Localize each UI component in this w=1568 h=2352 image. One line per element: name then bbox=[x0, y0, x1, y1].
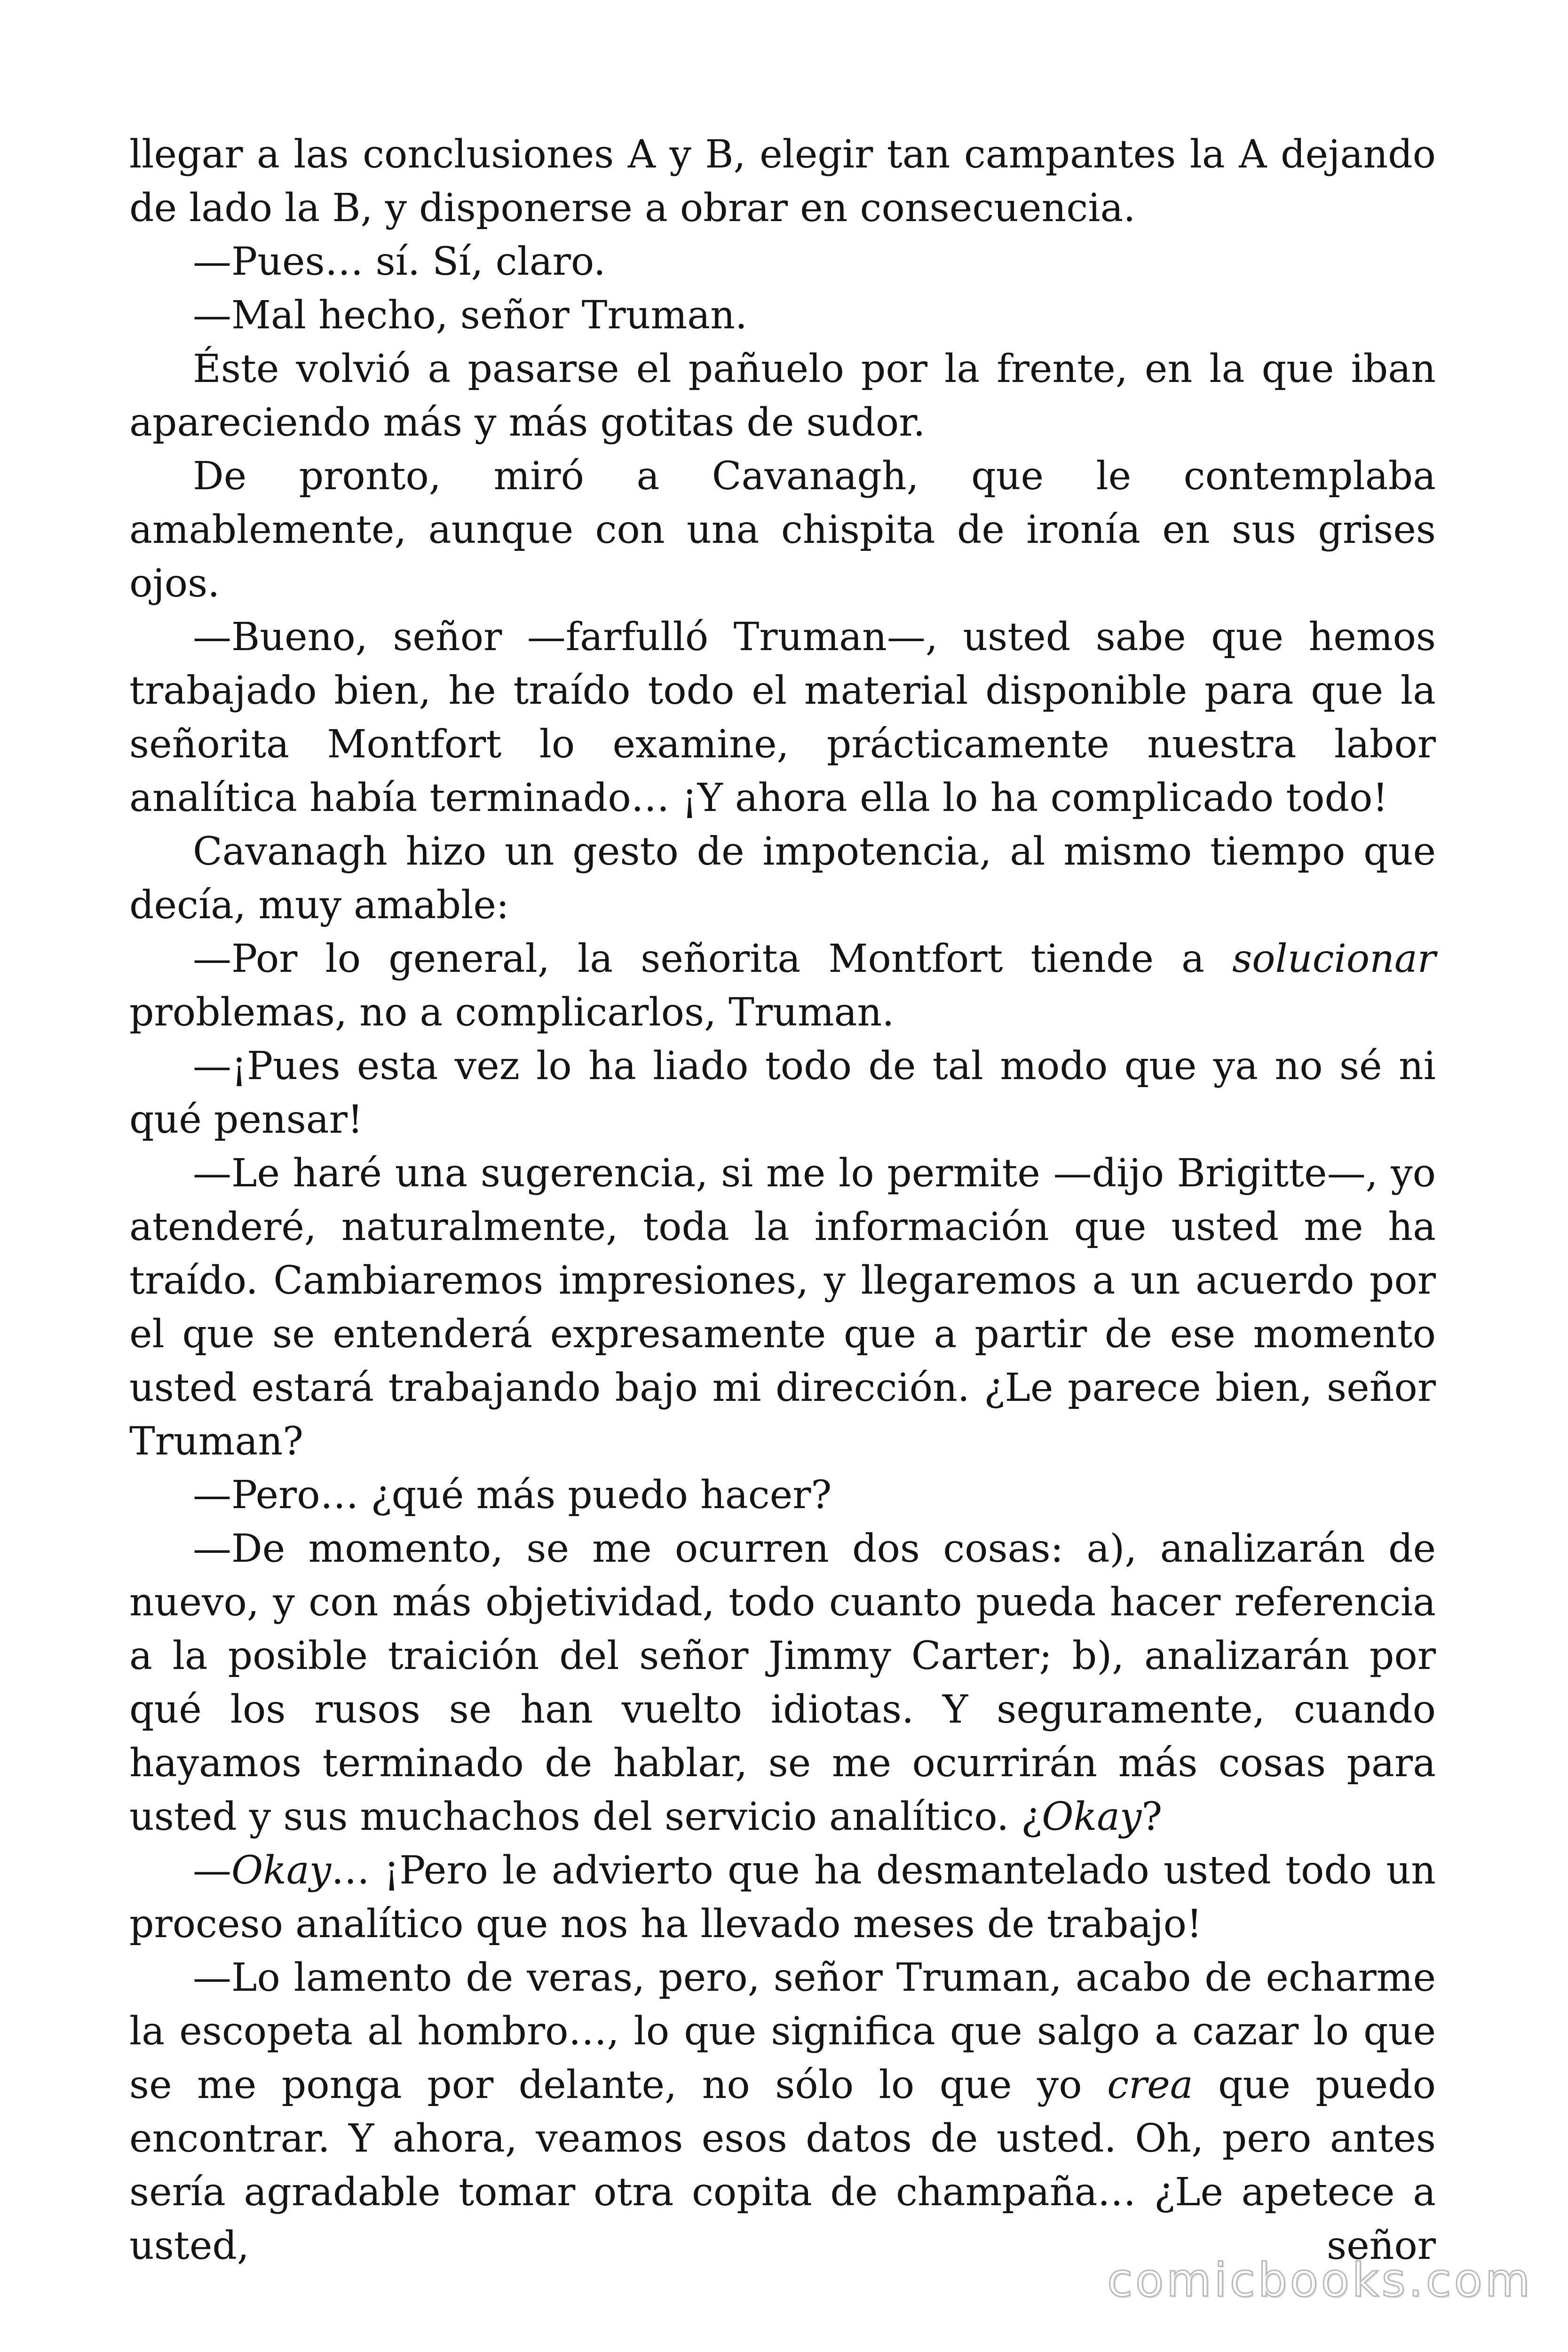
paragraph bbox=[129, 1844, 1436, 1951]
paragraph bbox=[129, 235, 1436, 289]
text-run: —Mal hecho, señor Truman. bbox=[193, 293, 747, 338]
paragraph bbox=[129, 289, 1436, 342]
text-run: De pronto, miró a Cavanagh, que le contemplaba amablemente, aunque con una chispita de ironía en sus grises ojos. bbox=[129, 454, 1436, 606]
text-run: —De momento, se me ocurren dos cosas: a), analizarán de nuevo, y con más objetividad, todo cuanto pueda hacer referencia a la posible traición del señor Jimmy Carter; b), analizarán por qué los rusos se han vuelto idiotas. Y seguramente, cuando hayamos terminado de hablar, se me ocurrirán más cosas para usted y sus muchachos del servicio analítico. ¿ bbox=[129, 1526, 1436, 1839]
text-run: llegar a las conclusiones A y B, elegir tan campantes la A dejando de lado la B, y disponerse a obrar en consecuencia. bbox=[129, 132, 1436, 230]
text-run: —Lo lamento de veras, pero, señor Truman, acabo de echarme la escopeta al hombro…, lo que significa que salgo a cazar lo que se me ponga por delante, no sólo lo que yo bbox=[129, 1955, 1436, 2107]
text-run: —Bueno, señor —farfulló Truman—, usted sabe que hemos trabajado bien, he traído todo el material disponible para que la señorita Montfort lo examine, prácticamente nuestra labor analítica había terminado… ¡Y ahora ella lo ha complicado todo! bbox=[129, 615, 1436, 820]
paragraph bbox=[129, 1522, 1436, 1844]
page-text bbox=[129, 128, 1436, 2273]
paragraph bbox=[129, 1147, 1436, 1469]
paragraph bbox=[129, 450, 1436, 611]
paragraph bbox=[129, 932, 1436, 1040]
text-run: —Le haré una sugerencia, si me lo permite —dijo Brigitte—, yo atenderé, naturalmente, toda la información que usted me ha traído. Cambiaremos impresiones, y llegaremos a un acuerdo por el que se entenderá expresamente que a partir de ese momento usted estará trabajando bajo mi dirección. ¿Le parece bien, señor Truman? bbox=[129, 1151, 1436, 1464]
text-run: Éste volvió a pasarse el pañuelo por la frente, en la que iban apareciendo más y más gotitas de sudor. bbox=[129, 347, 1436, 445]
paragraph bbox=[129, 1951, 1436, 2273]
watermark-logo: comicbooks.com bbox=[1107, 2254, 1533, 2307]
text-run: problemas, no a complicarlos, Truman. bbox=[129, 990, 895, 1035]
text-run: ? bbox=[1141, 1795, 1163, 1839]
text-run: — bbox=[193, 1848, 231, 1893]
text-run: que puedo encontrar. Y ahora, veamos esos datos de usted. Oh, pero antes sería agradable tomar otra copita de champaña… ¿Le apetece a usted, señor bbox=[129, 2063, 1436, 2268]
text-run: Cavanagh hizo un gesto de impotencia, al mismo tiempo que decía, muy amable: bbox=[129, 829, 1436, 928]
italic-text: Okay bbox=[1042, 1795, 1142, 1839]
paragraph bbox=[129, 128, 1436, 235]
text-run: —Pues… sí. Sí, claro. bbox=[193, 239, 606, 284]
italic-text: crea bbox=[1107, 2063, 1193, 2107]
italic-text: solucionar bbox=[1232, 937, 1436, 981]
paragraph bbox=[129, 825, 1436, 932]
text-run: —Pero… ¿qué más puedo hacer? bbox=[193, 1473, 832, 1518]
italic-text: Okay bbox=[231, 1848, 332, 1893]
text-run: —Por lo general, la señorita Montfort tiende a bbox=[193, 937, 1233, 981]
paragraph bbox=[129, 1469, 1436, 1522]
text-run: —¡Pues esta vez lo ha liado todo de tal modo que ya no sé ni qué pensar! bbox=[129, 1044, 1436, 1142]
paragraph bbox=[129, 611, 1436, 825]
text-run: … ¡Pero le advierto que ha desmantelado usted todo un proceso analítico que nos ha llevado meses de trabajo! bbox=[129, 1848, 1436, 1947]
paragraph bbox=[129, 342, 1436, 450]
paragraph bbox=[129, 1040, 1436, 1147]
